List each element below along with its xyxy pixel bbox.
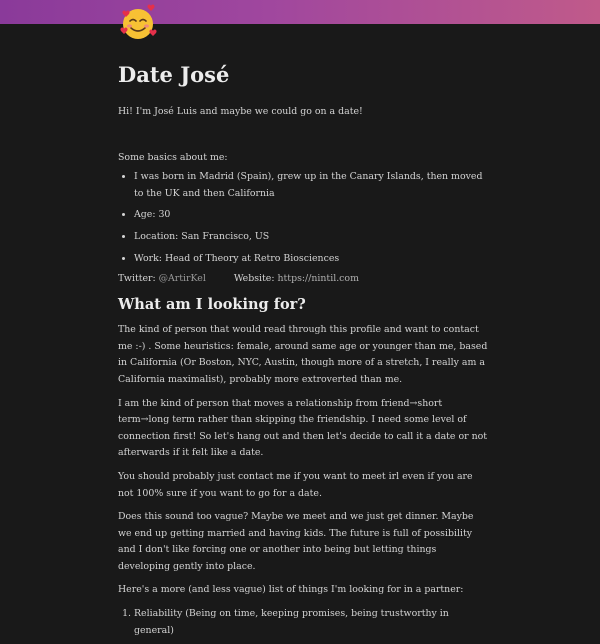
section-heading: What am I looking for?: [118, 296, 306, 314]
list-item: • Age: 30: [134, 207, 488, 224]
spacer: [118, 128, 488, 150]
paragraph: You should probably just contact me if you want to meet irl even if you are not 100% sure if you want to go for a date.: [118, 470, 473, 499]
paragraph: I am the kind of person that moves a relationship from friend→short term→long term rather than skipping the friendship. I need some level of connection first! So let's hang out and then let's decide to call it a date or not afterwards if it felt like a date.: [118, 397, 488, 459]
list-item: • Work: Head of Theory at Retro Biosciences: [134, 251, 488, 268]
contact-links: [118, 272, 488, 286]
cover-banner: [0, 0, 600, 24]
smiling-face-with-hearts-icon: [118, 4, 158, 44]
partner-list: [118, 606, 488, 639]
website-label: Website:: [233, 273, 278, 285]
basics-heading: Some basics about me:: [118, 151, 228, 163]
page-content: [118, 58, 488, 644]
list-item: • Location: San Francisco, US: [134, 229, 488, 246]
website-link[interactable]: https://nintil.com: [277, 273, 359, 285]
list-item: 1. Reliability (Being on time, keeping promises, being trustworthy in general): [134, 606, 488, 639]
twitter-label: Twitter:: [118, 273, 159, 285]
paragraph: Here's a more (and less vague) list of things I'm looking for in a partner:: [118, 584, 464, 596]
intro-text: Hi! I'm José Luis and maybe we could go on a date!: [118, 106, 363, 117]
paragraph: Does this sound too vague? Maybe we meet and we just get dinner. Maybe we end up getting married and having kids. The future is full of possibility and I don't like forcing one or another into being but letting things developing gently into place.: [118, 511, 474, 572]
list-item: • I was born in Madrid (Spain), grew up in the Canary Islands, then moved to the UK and then California: [134, 169, 488, 202]
basics-list: [118, 169, 488, 267]
page-title: Date José: [118, 62, 230, 87]
twitter-link[interactable]: @ArtirKel: [158, 273, 206, 285]
paragraph: The kind of person that would read through this profile and want to contact me :-) . Some heuristics: female, around same age or younger than me, based in California (Or Boston, NYC, Austin, though more of a stretch, I really am a California maximalist), probably more extroverted than me.: [118, 324, 488, 385]
